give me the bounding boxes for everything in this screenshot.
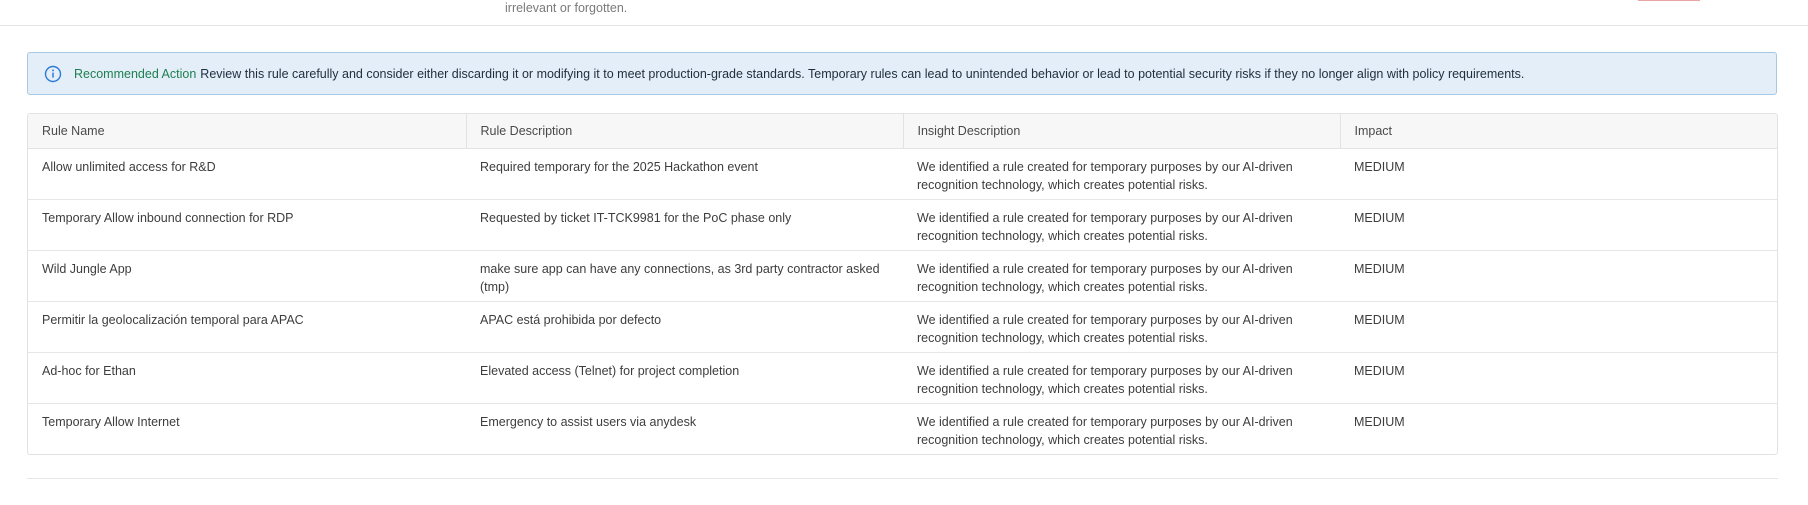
rule-description-cell: make sure app can have any connections, as 3rd party contractor asked (tmp) (466, 251, 903, 302)
insight-line: recognition technology, which creates potential risks. (917, 178, 1208, 192)
accent-line (1638, 0, 1700, 1)
section-divider (27, 478, 1778, 479)
rule-name-cell: Allow unlimited access for R&D (28, 149, 466, 200)
insight-line: We identified a rule created for temporary purposes by our AI-driven (917, 313, 1293, 327)
impact-cell: MEDIUM (1340, 353, 1777, 404)
insight-line: We identified a rule created for temporary purposes by our AI-driven (917, 415, 1293, 429)
rule-name-cell: Ad-hoc for Ethan (28, 353, 466, 404)
table-row[interactable] (28, 404, 1777, 455)
insight-description-cell (903, 251, 1340, 302)
previous-section-footer (0, 0, 1808, 26)
table-row[interactable] (28, 302, 1777, 353)
insight-description-cell (903, 149, 1340, 200)
column-header-impact[interactable]: Impact (1340, 114, 1777, 149)
insight-description-cell (903, 302, 1340, 353)
rule-description-cell: Emergency to assist users via anydesk (480, 415, 697, 429)
rules-table (27, 113, 1778, 455)
impact-cell: MEDIUM (1340, 200, 1777, 251)
rule-name-cell: Permitir la geolocalización temporal para APAC (28, 302, 466, 353)
rule-description-cell: Elevated access (Telnet) for project completion (466, 353, 903, 404)
table-row[interactable] (28, 149, 1777, 200)
column-header-rule-description[interactable]: Rule Description (466, 114, 903, 149)
impact-cell: MEDIUM (1340, 149, 1777, 200)
column-header-rule-name[interactable]: Rule Name (28, 114, 466, 149)
insight-line: We identified a rule created for temporary purposes by our AI-driven (917, 262, 1293, 276)
table-header-row (28, 114, 1777, 149)
recommended-action-banner (27, 52, 1777, 95)
banner-title: Recommended Action (74, 66, 197, 81)
insight-line: recognition technology, which creates potential risks. (917, 331, 1208, 345)
column-header-insight-description[interactable]: Insight Description (903, 114, 1340, 149)
insight-line: recognition technology, which creates potential risks. (917, 433, 1208, 447)
insight-description-cell (903, 404, 1340, 455)
impact-cell: MEDIUM (1340, 302, 1777, 353)
insight-line: recognition technology, which creates potential risks. (917, 229, 1208, 243)
table-row[interactable] (28, 251, 1777, 302)
rule-description-cell: Requested by ticket IT-TCK9981 for the PoC phase only (466, 200, 903, 251)
section-caption: irrelevant or forgotten. (505, 1, 628, 15)
rule-description-cell: Required temporary for the 2025 Hackathon event (466, 149, 903, 200)
impact-cell: MEDIUM (1354, 415, 1405, 429)
insight-line: recognition technology, which creates potential risks. (917, 280, 1208, 294)
table-row[interactable] (28, 353, 1777, 404)
info-icon (44, 65, 62, 83)
insight-line: We identified a rule created for temporary purposes by our AI-driven (917, 160, 1293, 174)
rule-name-cell: Wild Jungle App (28, 251, 466, 302)
rule-name-cell: Temporary Allow inbound connection for RDP (28, 200, 466, 251)
impact-cell: MEDIUM (1340, 251, 1777, 302)
insight-line: recognition technology, which creates potential risks. (917, 382, 1208, 396)
insight-line: We identified a rule created for temporary purposes by our AI-driven (917, 364, 1293, 378)
rule-name-cell: Temporary Allow Internet (42, 415, 180, 429)
insight-description-cell (903, 200, 1340, 251)
rule-description-cell: APAC está prohibida por defecto (466, 302, 903, 353)
table-row[interactable] (28, 200, 1777, 251)
insight-line: We identified a rule created for temporary purposes by our AI-driven (917, 211, 1293, 225)
insight-description-cell (903, 353, 1340, 404)
banner-message: Review this rule carefully and consider either discarding it or modifying it to meet production-grade standards. Temporary rules can lead to unintended behavior or lead to potential security risks if they no longer align with policy requirements. (200, 66, 1525, 81)
